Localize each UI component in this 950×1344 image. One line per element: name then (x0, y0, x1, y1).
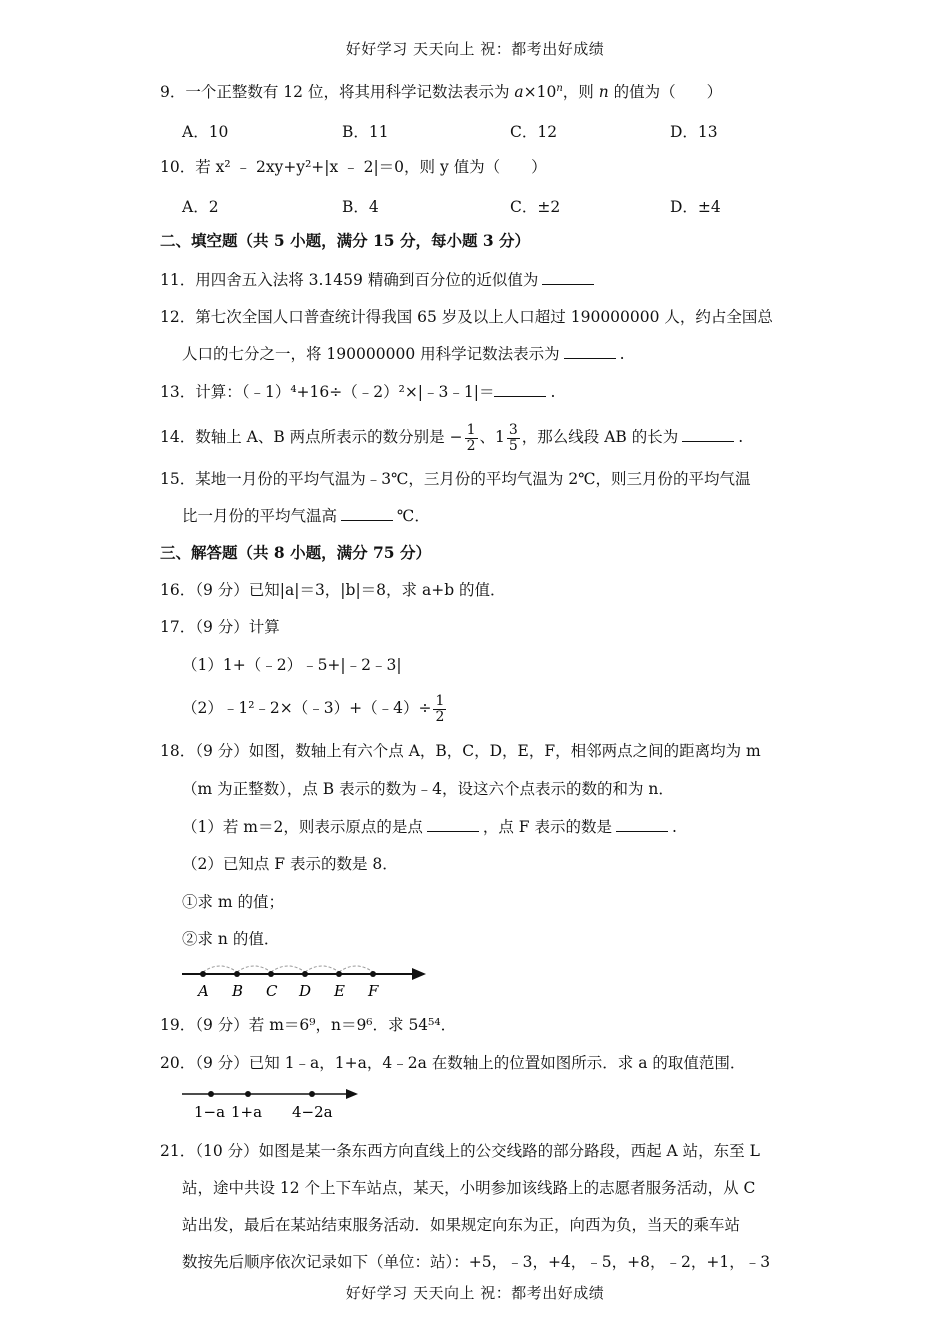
label-1-minus-a: 1−a (194, 1103, 226, 1121)
question-11: 11．用四舍五入法将 3.1459 精确到百分位的近似值为 (160, 270, 598, 290)
q10-option-a: A．2 (182, 198, 219, 216)
point-b (234, 971, 240, 977)
number-line-figure-18 (178, 958, 438, 1002)
label-e: E (334, 982, 345, 1000)
question-18-line1: 18．（9 分）如图，数轴上有六个点 A，B，C，D，E，F，相邻两点之间的距离均为 m (160, 742, 761, 760)
question-17-title: 17．（9 分）计算 (160, 618, 280, 636)
question-15-line2: 比一月份的平均气温高 ℃． (182, 507, 430, 525)
label-1-plus-a: 1+a (231, 1103, 263, 1121)
fraction-one-half: $\frac{1}{2}$ (435, 692, 445, 725)
q10-option-c: C．±2 (510, 198, 561, 216)
question-12-line2: 人口的七分之一，将 190000000 用科学记数法表示为 . (182, 345, 625, 363)
point-1-plus-a (245, 1091, 251, 1097)
question-12-line1: 12．第七次全国人口普查统计得我国 65 岁及以上人口超过 190000000 人，约占全国总 (160, 308, 773, 326)
point-1-minus-a (208, 1091, 214, 1097)
point-c (268, 971, 274, 977)
section-2-title: 二、填空题（共 5 小题，满分 15 分，每小题 3 分） (160, 231, 531, 250)
question-9: 9．一个正整数有 12 位，将其用科学记数法表示为 $a\times 10^n$，则 n 的值为（ ） (160, 83, 723, 101)
answer-blank (682, 427, 734, 442)
label-f: F (368, 982, 379, 1000)
label-d: D (299, 982, 312, 1000)
fraction-three-fifths: $\frac{3}{5}$ (508, 421, 518, 454)
page-footer: 好好学习 天天向上 祝：都考出好成绩 (345, 1284, 605, 1302)
question-20: 20．（9 分）已知 1﹣a，1+a，4﹣2a 在数轴上的位置如图所示．求 a 的取值范围． (160, 1054, 746, 1072)
q9-option-c: C．12 (510, 123, 558, 141)
question-16: 16．（9 分）已知|a|＝3，|b|＝8，求 a+b 的值． (160, 581, 506, 599)
question-18-sub2: ②求 n 的值． (182, 930, 280, 948)
answer-blank (427, 817, 479, 832)
q10-option-b: B．4 (342, 198, 379, 216)
label-c: C (266, 982, 278, 1000)
q10-option-d: D．±4 (670, 198, 721, 216)
answer-blank (494, 382, 546, 397)
question-21-line1: 21．（10 分）如图是某一条东西方向直线上的公交线路的部分路段，西起 A 站，东至 L (160, 1142, 760, 1160)
question-18-part1: （1）若 m＝2，则表示原点的是点 ，点 F 表示的数是 . (182, 818, 677, 836)
section-3-title: 三、解答题（共 8 小题，满分 75 分） (160, 543, 431, 562)
question-15-line1: 15．某地一月份的平均气温为﹣3℃，三月份的平均气温为 2℃，则三月份的平均气温 (160, 470, 751, 488)
label-b: B (232, 982, 244, 1000)
question-10: 10．若 x² ﹣ 2xy+y²+|x ﹣ 2|＝0，则 y 值为（ ） (160, 158, 547, 176)
answer-blank (616, 817, 668, 832)
question-18-sub1: ①求 m 的值； (182, 893, 285, 911)
question-13: 13．计算：（﹣1）⁴+16÷（﹣2）²×|﹣3﹣1|＝ . (160, 383, 556, 401)
point-f (370, 971, 376, 977)
fraction-one-half: $\frac{1}{2}$ (466, 421, 476, 454)
q9-option-b: B．11 (342, 123, 389, 141)
q9-option-a: A．10 (182, 123, 229, 141)
point-e (336, 971, 342, 977)
question-21-line2: 站，途中共设 12 个上下车站点，某天，小明参加该线路上的志愿者服务活动，从 C (182, 1179, 756, 1197)
question-18-part2: （2）已知点 F 表示的数是 8． (182, 855, 398, 873)
answer-blank (542, 270, 594, 285)
question-21-line3: 站出发，最后在某站结束服务活动．如果规定向东为正，向西为负，当天的乘车站 (182, 1216, 741, 1234)
label-4-minus-2a: 4−2a (292, 1103, 333, 1121)
question-17-part1: （1）1+（﹣2）﹣5+|﹣2﹣3| (182, 656, 402, 674)
point-a (200, 971, 206, 977)
question-14: 14．数轴上 A、B 两点所表示的数分别是 − $\frac{1}{2}$ 、1 $\frac{3}{5}$ ，那么线段 AB 的长为 . (160, 421, 744, 454)
page-header: 好好学习 天天向上 祝：都考出好成绩 (345, 40, 605, 58)
answer-blank (341, 506, 393, 521)
question-21-line4: 数按先后顺序依次记录如下（单位：站）：+5，﹣3，+4，﹣5，+8，﹣2，+1，﹣3 (182, 1253, 771, 1271)
point-d (302, 971, 308, 977)
point-4-minus-2a (309, 1091, 315, 1097)
answer-blank (564, 344, 616, 359)
number-line-figure-20 (178, 1082, 378, 1124)
question-17-part2: （2）﹣1²﹣2×（﹣3）+（﹣4）÷ $\frac{1}{2}$ (182, 692, 445, 725)
question-18-line2: （m 为正整数），点 B 表示的数为﹣4，设这六个点表示的数的和为 n． (182, 780, 674, 798)
q9-option-d: D．13 (670, 123, 718, 141)
question-19: 19．（9 分）若 m＝6⁹，n＝9⁶．求 54⁵⁴． (160, 1016, 457, 1034)
label-a: A (198, 982, 209, 1000)
